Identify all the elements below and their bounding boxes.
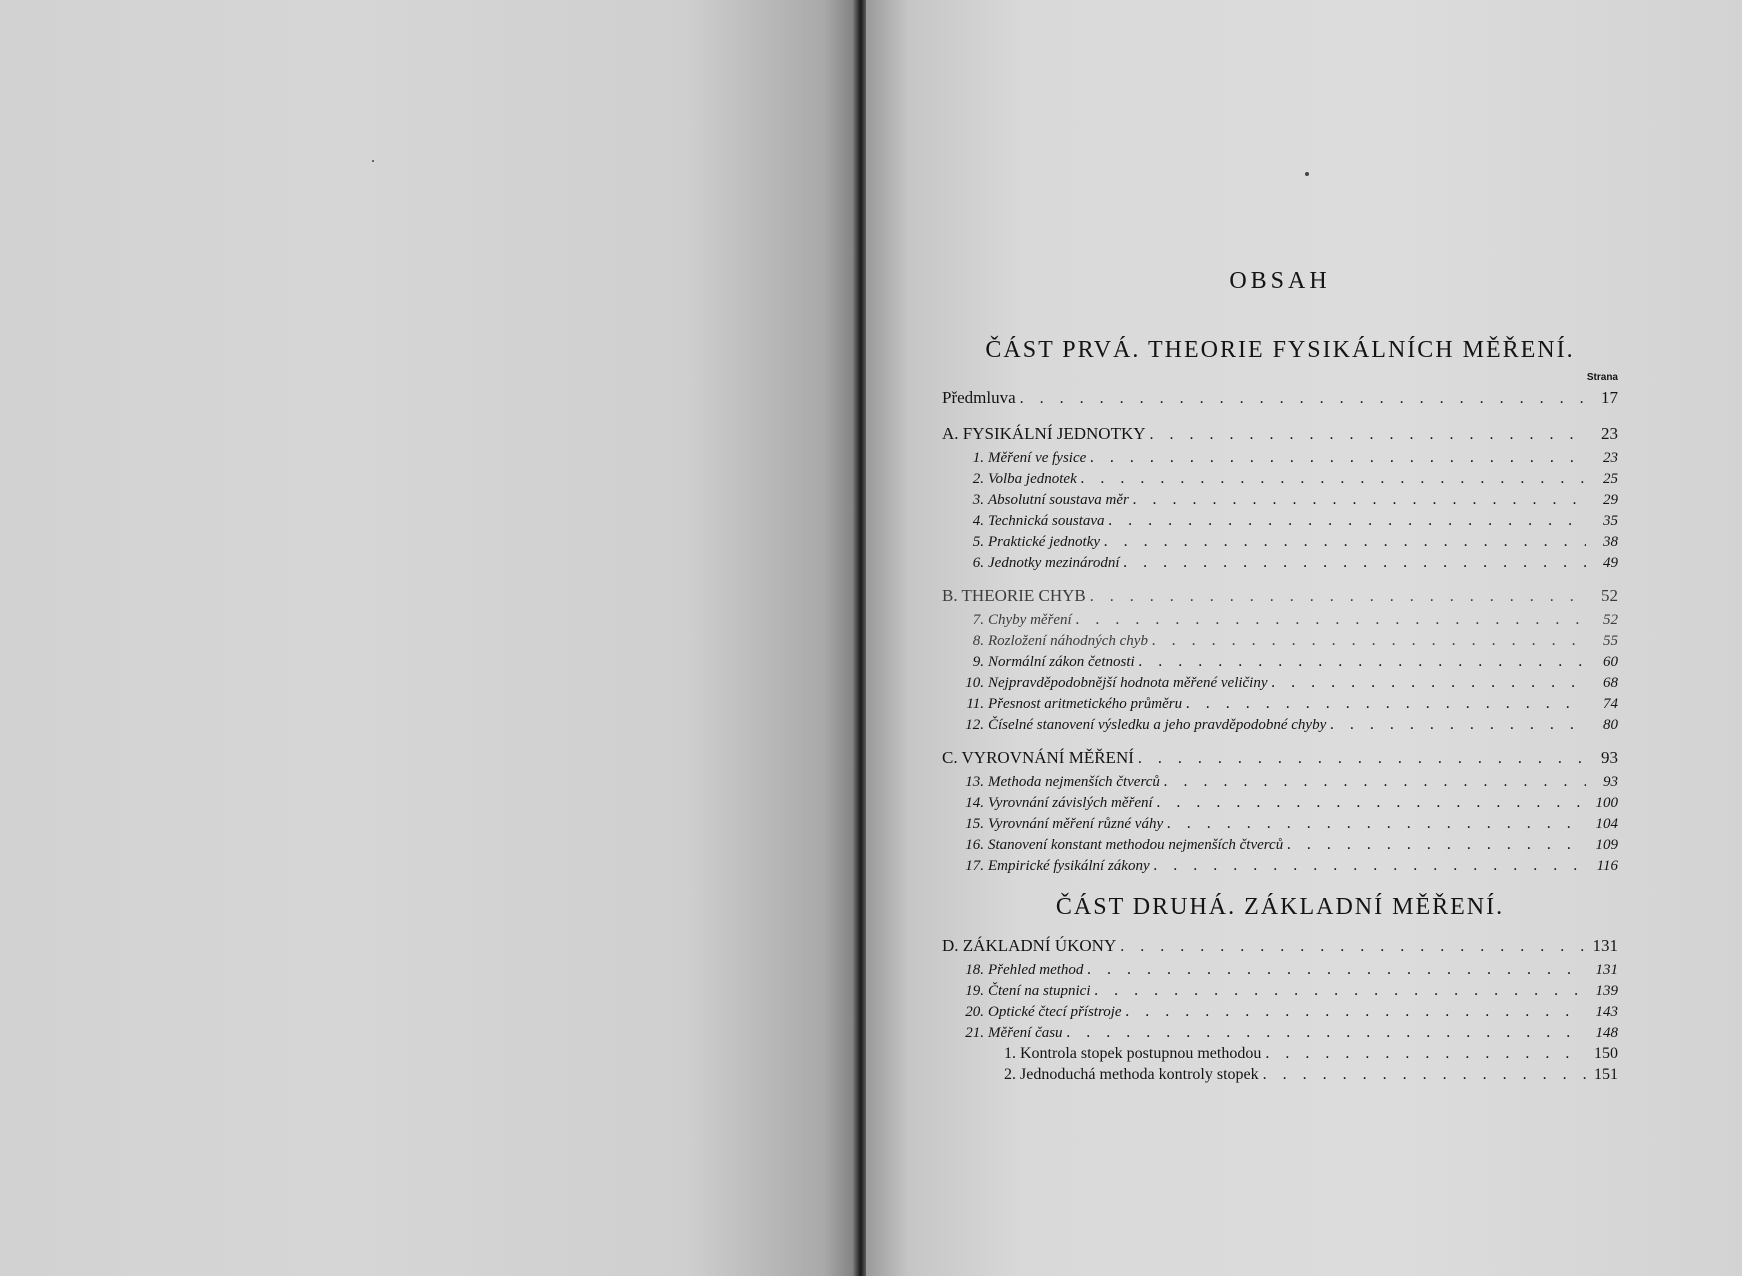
chapter-label: Vyrovnání závislých měření [988,795,1153,811]
chapter-number: 17. [965,858,984,874]
leader-dots [1330,714,1586,735]
leader-dots [1272,672,1586,693]
toc-section-a [942,421,1618,447]
toc-chapter [942,693,1618,714]
entry-page: 17 [1601,388,1618,407]
toc-chapter [942,609,1618,630]
leader-dots [1186,693,1586,714]
chapter-number: 16. [965,837,984,853]
leader-dots [1263,1064,1586,1085]
part-2-title: ČÁST DRUHÁ. ZÁKLADNÍ MĚŘENÍ. [1055,894,1505,920]
leader-dots [1090,584,1586,610]
entry-label: Předmluva [942,388,1016,407]
chapter-number: 12. [965,717,984,733]
part-1-title: ČÁST PRVÁ. THEORIE FYSIKÁLNÍCH MĚŘENÍ. [985,337,1575,363]
leader-dots [1152,630,1586,651]
leader-dots [1090,447,1586,468]
toc-section-d [942,933,1618,959]
toc-chapter [942,1001,1618,1022]
toc-chapter [942,531,1618,552]
chapter-page: 55 [1603,633,1618,649]
section-page: 93 [1601,748,1618,767]
chapter-number: 9. [972,654,984,670]
chapter-label: Empirické fysikální zákony [988,858,1150,874]
chapter-number: 6. [972,555,984,571]
subitem-number: 1. [1004,1045,1016,1062]
section-page: 23 [1601,424,1618,443]
leader-dots [1133,489,1586,510]
leader-dots [1150,422,1586,448]
toc-section-c [942,745,1618,771]
leader-dots [1139,651,1586,672]
leader-dots [1081,468,1586,489]
subitem-label: Jednoduchá methoda kontroly stopek [1020,1066,1259,1083]
toc-title: OBSAH [1229,268,1331,294]
section-label: C. VYROVNÁNÍ MĚŘENÍ [942,748,1134,767]
chapter-number: 18. [965,962,984,978]
left-page [0,0,858,1276]
chapter-label: Praktické jednotky [988,534,1101,550]
chapter-page: 131 [1595,962,1618,978]
section-label: A. FYSIKÁLNÍ JEDNOTKY [942,424,1146,443]
section-label: B. THEORIE CHYB [942,586,1086,605]
toc-chapter [942,792,1618,813]
chapter-page: 23 [1603,450,1618,466]
chapter-page: 52 [1603,612,1618,628]
toc-chapter [942,980,1618,1001]
leader-dots [1157,792,1586,813]
chapter-page: 35 [1603,513,1618,529]
toc-chapter [942,651,1618,672]
chapter-number: 21. [965,1025,984,1041]
toc-chapter [942,672,1618,693]
chapter-page: 80 [1603,717,1618,733]
leader-dots [1124,552,1587,573]
chapter-label: Stanovení konstant methodou nejmenších čtverců [988,837,1284,853]
paper-speck [1305,172,1309,176]
table-of-contents [942,268,1618,1085]
chapter-page: 25 [1603,471,1618,487]
chapter-number: 3. [972,492,984,508]
chapter-label: Číselné stanovení výsledku a jeho pravděpodobné chyby [988,717,1327,733]
toc-chapter [942,714,1618,735]
toc-chapter [942,630,1618,651]
leader-dots [1020,386,1586,412]
chapter-number: 2. [972,471,984,487]
section-label: D. ZÁKLADNÍ ÚKONY [942,936,1117,955]
chapter-label: Optické čtecí přístroje [988,1004,1122,1020]
section-page: 52 [1601,586,1618,605]
chapter-label: Měření ve fysice [988,450,1087,466]
chapter-number: 20. [965,1004,984,1020]
chapter-page: 139 [1595,983,1618,999]
toc-section-b [942,583,1618,609]
chapter-page: 49 [1603,555,1618,571]
chapter-label: Absolutní soustava měr [988,492,1129,508]
chapter-label: Technická soustava [988,513,1105,529]
toc-chapter [942,447,1618,468]
chapter-label: Rozložení náhodných chyb [988,633,1148,649]
chapter-page: 38 [1603,534,1618,550]
leader-dots [1154,855,1586,876]
page-column-label: Strana [1586,372,1618,383]
toc-chapter [942,1022,1618,1043]
chapter-label: Methoda nejmenších čtverců [988,774,1160,790]
toc-chapter [942,855,1618,876]
chapter-label: Normální zákon četnosti [988,654,1135,670]
toc-chapter [942,834,1618,855]
chapter-page: 68 [1603,675,1618,691]
chapter-label: Čtení na stupnici [988,983,1091,999]
toc-chapter [942,813,1618,834]
toc-chapter [942,959,1618,980]
chapter-number: 8. [972,633,984,649]
chapter-page: 100 [1595,795,1618,811]
chapter-number: 19. [965,983,984,999]
section-page: 131 [1592,936,1618,955]
leader-dots [1095,980,1587,1001]
subitem-page: 151 [1594,1066,1618,1083]
leader-dots [1287,834,1586,855]
subitem-number: 2. [1004,1066,1016,1083]
leader-dots [1265,1043,1586,1064]
chapter-label: Vyrovnání měření různé váhy [988,816,1164,832]
chapter-number: 7. [972,612,984,628]
toc-chapter [942,489,1618,510]
chapter-page: 143 [1595,1004,1618,1020]
leader-dots [1120,934,1586,960]
toc-subitem [942,1043,1618,1064]
chapter-page: 29 [1603,492,1618,508]
chapter-number: 1. [972,450,984,466]
chapter-page: 104 [1595,816,1618,832]
chapter-page: 116 [1596,858,1618,874]
toc-chapter [942,468,1618,489]
subitem-label: Kontrola stopek postupnou methodou [1020,1045,1262,1062]
chapter-label: Chyby měření [988,612,1072,628]
subitem-page: 150 [1594,1045,1618,1062]
chapter-label: Měření času [988,1025,1063,1041]
leader-dots [1109,510,1586,531]
chapter-page: 74 [1603,696,1618,712]
chapter-number: 4. [972,513,984,529]
leader-dots [1164,771,1586,792]
toc-chapter [942,771,1618,792]
leader-dots [1067,1022,1586,1043]
leader-dots [1076,609,1586,630]
chapter-number: 13. [965,774,984,790]
chapter-page: 60 [1603,654,1618,670]
paper-speck [372,160,374,162]
chapter-label: Jednotky mezinárodní [988,555,1120,571]
chapter-label: Volba jednotek [988,471,1077,487]
chapter-page: 93 [1603,774,1618,790]
leader-dots [1126,1001,1586,1022]
toc-entry-preface [942,385,1618,411]
chapter-label: Nejpravděpodobnější hodnota měřené veličiny [988,675,1268,691]
leader-dots [1104,531,1586,552]
chapter-number: 14. [965,795,984,811]
chapter-number: 15. [965,816,984,832]
leader-dots [1138,746,1586,772]
chapter-page: 109 [1595,837,1618,853]
chapter-label: Přehled method [988,962,1084,978]
chapter-number: 10. [965,675,984,691]
chapter-number: 5. [972,534,984,550]
chapter-number: 11. [966,696,984,712]
leader-dots [1087,959,1586,980]
toc-subitem [942,1064,1618,1085]
toc-chapter [942,552,1618,573]
chapter-page: 148 [1595,1025,1618,1041]
chapter-label: Přesnost aritmetického průměru [988,696,1183,712]
toc-chapter [942,510,1618,531]
leader-dots [1167,813,1586,834]
